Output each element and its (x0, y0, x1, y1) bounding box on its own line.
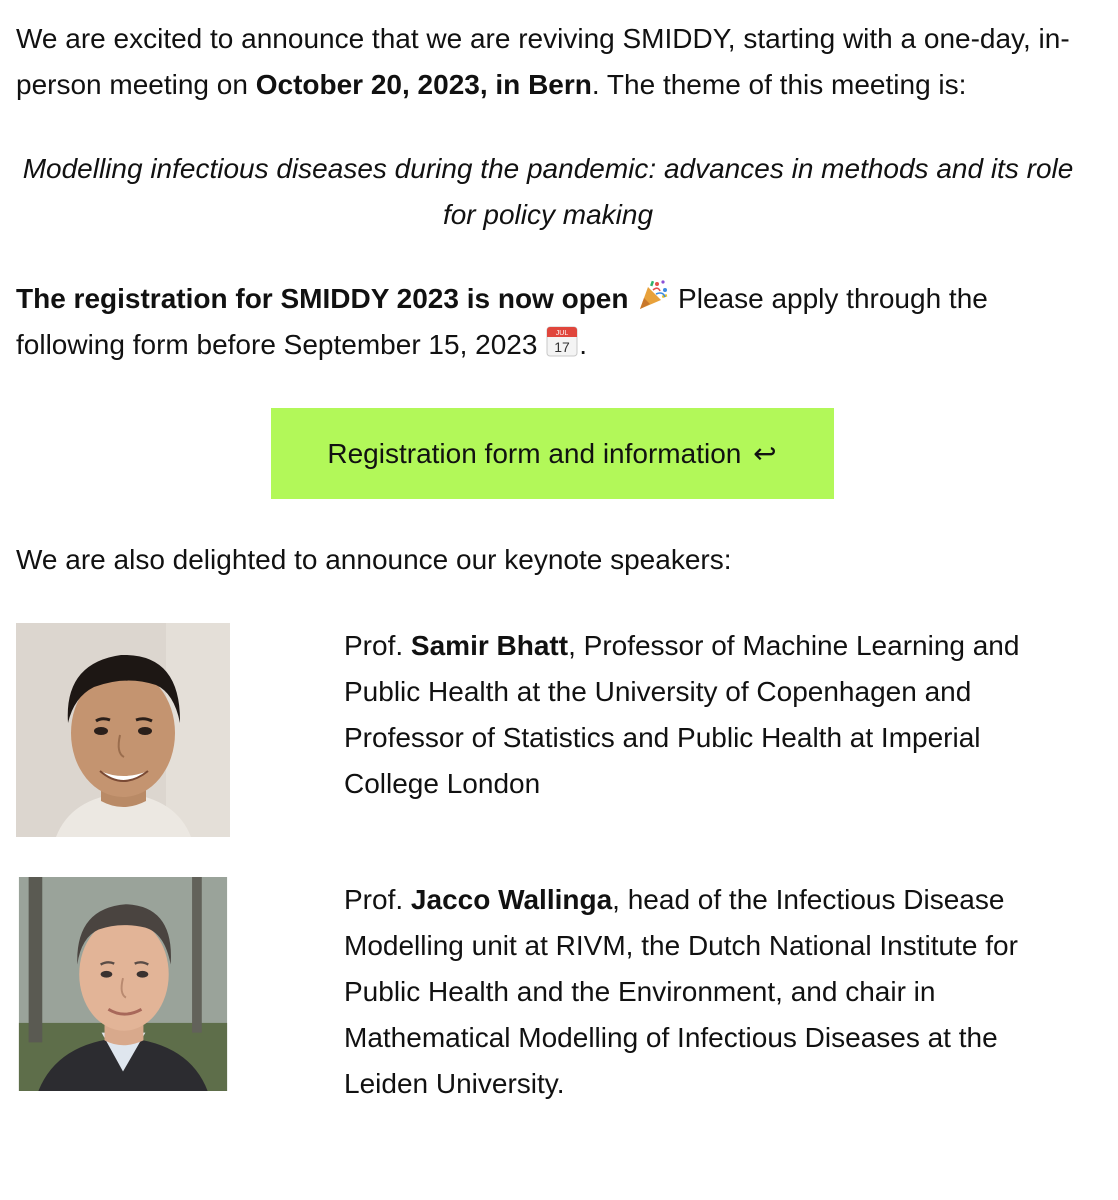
keynote-intro: We are also delighted to announce our keynote speakers: (16, 544, 732, 575)
speaker-title: Prof. (344, 630, 411, 661)
calendar-icon (545, 324, 579, 358)
speaker-name: Samir Bhatt (410, 630, 569, 661)
speaker-bio-jacco-wallinga (344, 877, 1064, 1107)
speaker-description: , Professor of Machine Learning and Public Health at the University of Copenhagen and Professor of Statistics and Public Health at Imperial College London (344, 630, 1020, 799)
portrait-image-icon (16, 877, 230, 1091)
speaker-card (16, 623, 1080, 837)
cta-container (16, 408, 1080, 499)
registration-period: . (579, 329, 587, 360)
intro-paragraph (16, 16, 1080, 108)
registration-open-heading: The registration for SMIDDY 2023 is now open (16, 283, 629, 314)
calendar-icon-day: 17 (554, 339, 570, 355)
party-popper-icon (636, 278, 670, 312)
speaker-photo-jacco-wallinga (16, 877, 230, 1091)
speaker-name: Jacco Wallinga (410, 884, 613, 915)
speaker-title: Prof. (344, 884, 411, 915)
registration-paragraph (16, 276, 1080, 368)
return-arrow-icon: ↩ (753, 438, 777, 469)
intro-text-start: We are excited to announce that we are reviving SMIDDY, starting with a one-day, in-person meeting on (16, 23, 1070, 100)
intro-text-end: . The theme of this meeting is: (591, 69, 967, 100)
meeting-date-location: October 20, 2023, in Bern (255, 69, 592, 100)
portrait-image-icon (16, 623, 230, 837)
announcement-content (16, 16, 1080, 1147)
registration-instructions: Please apply through the following form before September 15, 2023 (16, 283, 988, 360)
speaker-bio-samir-bhatt (344, 623, 1064, 807)
speaker-card (16, 877, 1080, 1107)
speaker-photo-samir-bhatt (16, 623, 230, 837)
meeting-theme: Modelling infectious diseases during the pandemic: advances in methods and its role for policy making (22, 153, 1074, 230)
speaker-description: , head of the Infectious Disease Modelling unit at RIVM, the Dutch National Institute for Public Health and the Environment, and chair in Mathematical Modelling of Infectious Diseases at the Leiden University. (344, 884, 1018, 1099)
calendar-icon-month: JUL (555, 330, 569, 337)
registration-form-button[interactable] (271, 408, 834, 499)
registration-form-button-label: Registration form and information (327, 438, 742, 469)
